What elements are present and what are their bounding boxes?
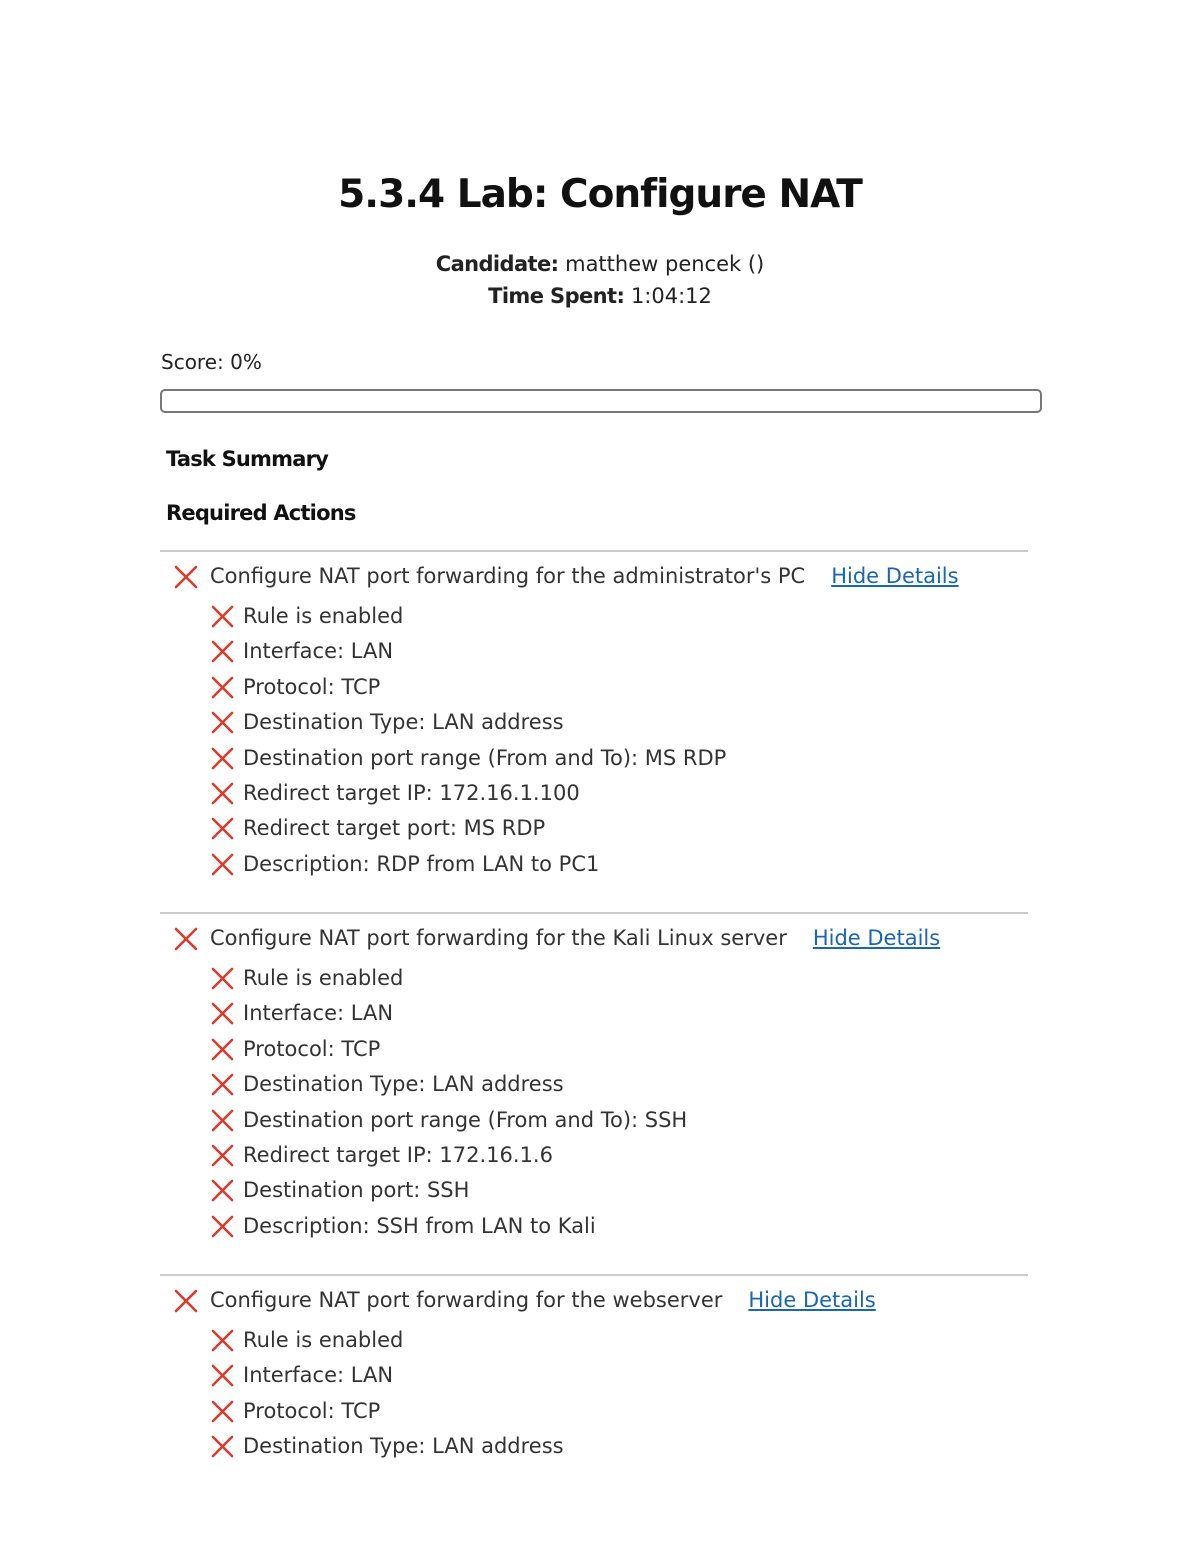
- detail-item: [160, 1214, 1028, 1249]
- detail-text: Rule is enabled: [243, 966, 404, 990]
- required-actions-heading: Required Actions: [166, 501, 356, 525]
- x-mark-icon: [211, 1002, 234, 1025]
- x-mark-icon: [211, 747, 234, 770]
- score-progress-bar: [160, 389, 1042, 413]
- x-mark-icon: [211, 605, 234, 628]
- detail-item: [160, 604, 1028, 639]
- detail-item: [160, 816, 1028, 851]
- detail-text: Protocol: TCP: [243, 1036, 381, 1061]
- detail-text: Destination port range (From and To): SSH: [243, 1107, 688, 1132]
- candidate-value: matthew pencek (): [565, 252, 765, 276]
- task-title: [210, 1288, 876, 1312]
- x-mark-icon: [174, 927, 198, 951]
- x-mark-icon: [211, 1144, 234, 1167]
- detail-item: [160, 1328, 1028, 1363]
- detail-text: Description: SSH from LAN to Kali: [243, 1213, 596, 1238]
- detail-item: [160, 1363, 1028, 1398]
- task-title-text: Configure NAT port forwarding for the Kali Linux server: [210, 926, 787, 950]
- detail-item: [160, 781, 1028, 816]
- detail-text: Destination port range (From and To): MS RDP: [243, 745, 727, 770]
- x-mark-icon: [174, 1289, 198, 1313]
- candidate-line: [0, 252, 1200, 276]
- hide-details-link[interactable]: Hide Details: [812, 926, 941, 950]
- hide-details-link[interactable]: Hide Details: [831, 564, 959, 588]
- detail-text: Destination port: SSH: [243, 1178, 470, 1203]
- detail-list: [160, 1328, 1028, 1470]
- candidate-label: Candidate:: [435, 252, 559, 276]
- detail-item: [160, 966, 1028, 1001]
- detail-item: [160, 1108, 1028, 1143]
- detail-text: Rule is enabled: [243, 1328, 404, 1352]
- detail-list: [160, 604, 1028, 887]
- detail-text: Protocol: TCP: [243, 1398, 381, 1423]
- task-title: [210, 564, 959, 588]
- detail-text: Description: RDP from LAN to PC1: [243, 851, 600, 876]
- time-spent-line: [0, 284, 1200, 308]
- detail-item: [160, 1399, 1028, 1434]
- detail-text: Destination Type: LAN address: [243, 710, 564, 735]
- task-title: [210, 926, 940, 950]
- detail-item: [160, 1143, 1028, 1178]
- detail-text: Interface: LAN: [243, 639, 394, 664]
- x-mark-icon: [211, 1179, 234, 1202]
- x-mark-icon: [211, 1215, 234, 1238]
- task-block: [160, 550, 1028, 887]
- task-header: [160, 552, 1028, 604]
- x-mark-icon: [211, 1329, 234, 1352]
- x-mark-icon: [211, 1364, 234, 1387]
- page-title: 5.3.4 Lab: Configure NAT: [338, 172, 862, 217]
- x-mark-icon: [211, 711, 234, 734]
- detail-item: [160, 1037, 1028, 1072]
- detail-text: Protocol: TCP: [243, 674, 381, 699]
- detail-item: [160, 675, 1028, 710]
- x-mark-icon: [211, 1435, 234, 1458]
- detail-item: [160, 746, 1028, 781]
- detail-text: Redirect target IP: 172.16.1.100: [243, 780, 580, 805]
- x-mark-icon: [211, 1038, 234, 1061]
- x-mark-icon: [211, 640, 234, 663]
- detail-text: Destination Type: LAN address: [243, 1434, 564, 1459]
- detail-item: [160, 1072, 1028, 1107]
- task-title-text: Configure NAT port forwarding for the administrator's PC: [210, 564, 806, 588]
- x-mark-icon: [211, 676, 234, 699]
- detail-text: Redirect target IP: 172.16.1.6: [243, 1142, 553, 1167]
- task-title-text: Configure NAT port forwarding for the webserver: [210, 1288, 723, 1312]
- detail-item: [160, 1001, 1028, 1036]
- time-spent-label: Time Spent:: [488, 284, 625, 308]
- task-header: [160, 914, 1028, 966]
- task-header: [160, 1276, 1028, 1328]
- x-mark-icon: [211, 782, 234, 805]
- detail-item: [160, 639, 1028, 674]
- task-summary-heading: Task Summary: [166, 447, 329, 471]
- x-mark-icon: [211, 817, 234, 840]
- hide-details-link[interactable]: Hide Details: [748, 1288, 876, 1312]
- x-mark-icon: [174, 565, 198, 589]
- x-mark-icon: [211, 1400, 234, 1423]
- detail-item: [160, 1434, 1028, 1469]
- detail-text: Redirect target port: MS RDP: [243, 816, 546, 841]
- detail-item: [160, 852, 1028, 887]
- detail-list: [160, 966, 1028, 1249]
- x-mark-icon: [211, 967, 234, 990]
- detail-item: [160, 710, 1028, 745]
- detail-text: Destination Type: LAN address: [243, 1072, 564, 1097]
- x-mark-icon: [211, 1109, 234, 1132]
- detail-text: Interface: LAN: [243, 1001, 394, 1026]
- x-mark-icon: [211, 1073, 234, 1096]
- x-mark-icon: [211, 853, 234, 876]
- time-spent-value: 1:04:12: [630, 284, 712, 308]
- score-text: Score: 0%: [161, 350, 262, 374]
- detail-item: [160, 1178, 1028, 1213]
- task-block: [160, 912, 1028, 1249]
- detail-text: Interface: LAN: [243, 1363, 394, 1388]
- task-block: [160, 1274, 1028, 1470]
- detail-text: Rule is enabled: [243, 604, 404, 628]
